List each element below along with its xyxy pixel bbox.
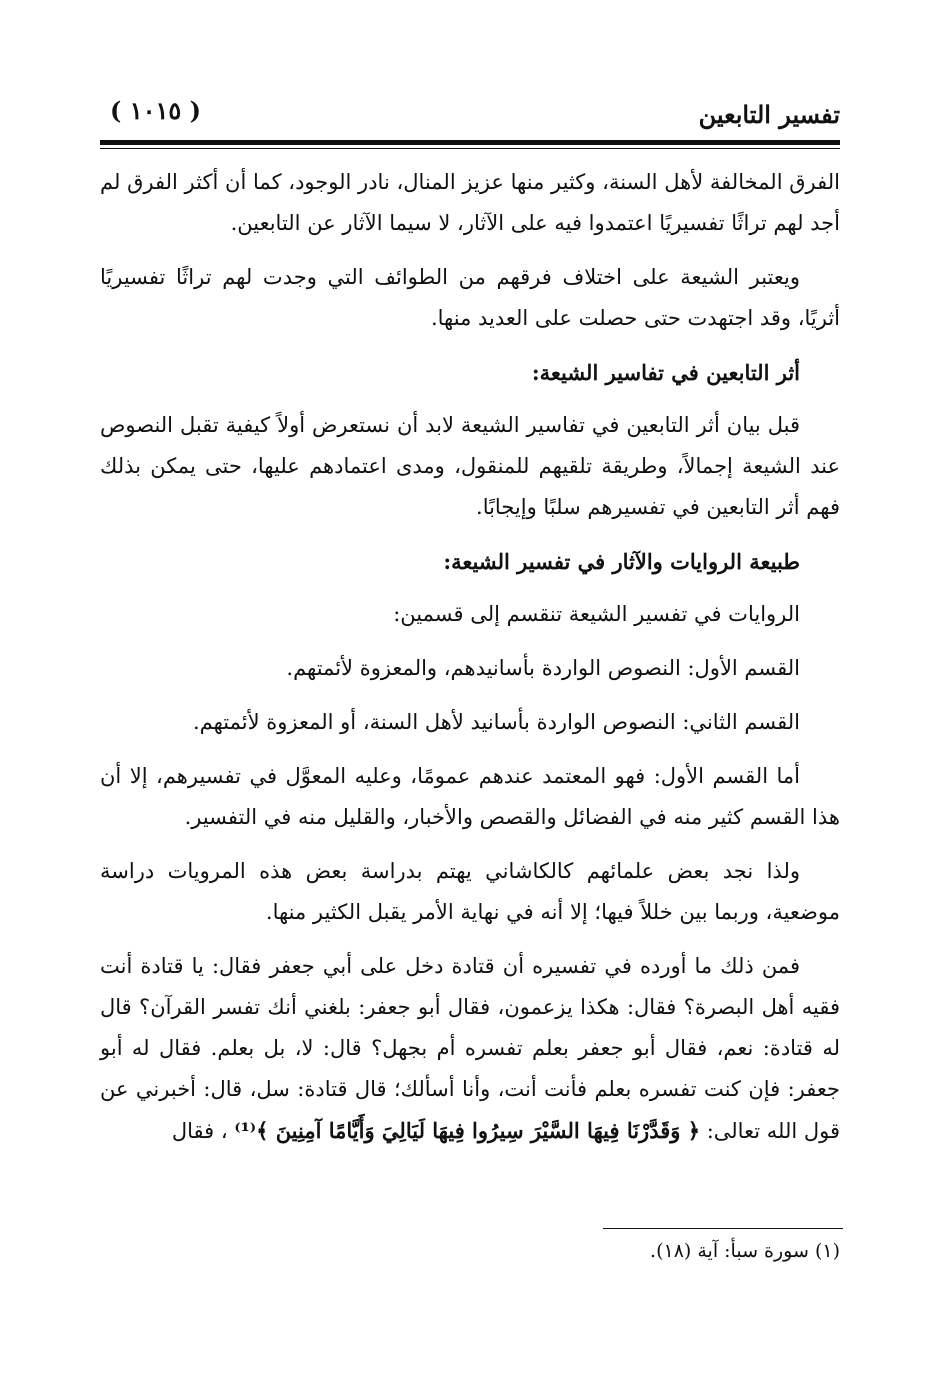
paragraph-2: ويعتبر الشيعة على اختلاف فرقهم من الطوائف التي وجدت لهم تراثًا تفسيريًا أثريًا، وقد اجتهدت حتى حصلت على العديد منها. [100, 265, 840, 330]
page-header [100, 90, 840, 146]
quran-verse: ﴿ وَقَدَّرْنَا فِيهَا السَّيْرَ سِيرُوا فِيهَا لَيَالِيَ وَأَيَّامًا آمِنِينَ ﴾⁽¹⁾ [234, 1118, 701, 1143]
header-rule-thin [100, 148, 840, 149]
running-title: تفسير التابعين [698, 100, 840, 129]
header-rule-thick [100, 140, 840, 145]
paragraph-4: الروايات في تفسير الشيعة تنقسم إلى قسمين: [393, 602, 800, 626]
paragraph-3: قبل بيان أثر التابعين في تفاسير الشيعة لابد أن نستعرض أولاً كيفية تقبل النصوص عند الشيعة إجمالاً، وطريقة تلقيهم للمنقول، ومدى اعتمادهم عليها، حتى يمكن بذلك فهم أثر التابعين في تفسيرهم سلبًا وإيجابًا. [100, 413, 840, 519]
page-number: ( ١٠١٥ ) [110, 96, 201, 125]
paragraph-6: القسم الثاني: النصوص الواردة بأسانيد لأهل السنة، أو المعزوة لأئمتهم. [192, 710, 800, 734]
paragraph-9-text: فمن ذلك ما أورده في تفسيره أن قتادة دخل على أبي جعفر فقال: يا قتادة أنت فقيه أهل البصرة؟ فقال: هكذا يزعمون، فقال أبو جعفر: بلغني أنك تفسر القرآن؟ قال له قتادة: نعم، فقال أبو جعفر بعلم تفسره أم بجهل؟ قال: لا، بل بعلم. فقال له أبو جعفر: فإن كنت تفسره بعلم فأنت أنت، وأنا أسألك؛ قال قتادة: سل، قال: أخبرني عن قول الله تعالى: [100, 954, 840, 1143]
footnote-rule [603, 1228, 843, 1229]
paragraph-7: أما القسم الأول: فهو المعتمد عندهم عمومًا، وعليه المعوَّل في تفسيرهم، إلا أن هذا القسم كثير منه في الفضائل والقصص والأخبار، والقليل منه في التفسير. [100, 764, 840, 829]
paragraph-9 [100, 946, 840, 1152]
paragraph-8: ولذا نجد بعض علمائهم كالكاشاني يهتم بدراسة بعض هذه المرويات دراسة موضعية، وربما بين خللاً فيها؛ إلا أنه في نهاية الأمر يقبل الكثير منها. [100, 859, 840, 924]
paragraph-9-end: ، فقال [171, 1119, 228, 1143]
section-heading-1: أثر التابعين في تفاسير الشيعة: [531, 360, 800, 385]
paragraph-5: القسم الأول: النصوص الواردة بأسانيدهم، والمعزوة لأئمتهم. [286, 656, 800, 680]
paragraph-1: الفرق المخالفة لأهل السنة، وكثير منها عزيز المنال، نادر الوجود، كما أن أكثر الفرق لم أجد لهم تراثًا تفسيريًا اعتمدوا فيه على الآثار، لا سيما الآثار عن التابعين. [100, 170, 840, 235]
section-heading-2: طبيعة الروايات والآثار في تفسير الشيعة: [443, 549, 800, 574]
footnote: (١) سورة سبأ: آية (١٨). [650, 1240, 840, 1262]
body-text [100, 162, 840, 1165]
